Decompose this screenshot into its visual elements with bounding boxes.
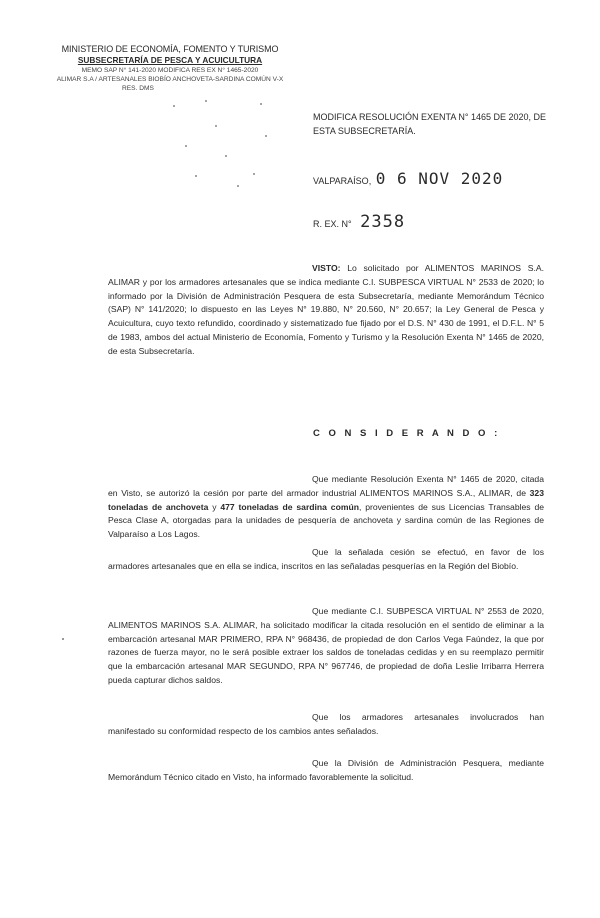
document-subject: MODIFICA RESOLUCIÓN EXENTA N° 1465 DE 2020, DE ESTA SUBSECRETARÍA. xyxy=(313,112,547,136)
c1-bold-sardina: 477 toneladas de sardina común xyxy=(220,501,359,512)
visto-label: VISTO: xyxy=(312,263,341,273)
c5-text: Que la División de Administración Pesquera, mediante Memorándum Técnico citado en Visto, ha informado favorablemente la solicitud. xyxy=(108,758,544,782)
faint-seal-stamp xyxy=(165,95,275,190)
reference-line-3: RES. DMS xyxy=(122,85,154,92)
ministry-name: MINISTERIO DE ECONOMÍA, FOMENTO Y TURISMO xyxy=(61,44,279,54)
considerando-2 xyxy=(108,546,544,574)
date-stamp: 0 6 NOV 2020 xyxy=(375,169,504,188)
rex-number: 2358 xyxy=(360,212,406,232)
place: VALPARAÍSO, xyxy=(313,176,372,186)
letterhead xyxy=(40,44,300,93)
considerando-3 xyxy=(108,605,544,688)
rex-label: R. EX. N° xyxy=(313,219,352,229)
c1-text-c: , provenientes de sus Licencias Transables de Pesca Clase A, otorgadas para la unidades de pesquería de anchoveta y sardina común de las Regiones de Valparaíso a Los Lagos. xyxy=(108,501,544,540)
c1-text-a: Que mediante Resolución Exenta N° 1465 de 2020, citada en Visto, se autorizó la cesión por parte del armador industrial ALIMENTOS MARINOS S.A., ALIMAR, de xyxy=(108,474,544,498)
considerando-5 xyxy=(108,757,544,785)
subsecretaria-name: SUBSECRETARÍA DE PESCA Y ACUICULTURA xyxy=(77,55,263,65)
reference-line-1: MEMO SAP N° 141-2020 MODIFICA RES EX N° 1465-2020 xyxy=(81,67,259,74)
considerando-4 xyxy=(108,711,544,739)
c4-text: Que los armadores artesanales involucrados han manifestado su conformidad respecto de los cambios antes señalados. xyxy=(108,712,544,736)
place-and-date xyxy=(313,169,503,188)
c1-text-b: y xyxy=(208,501,221,512)
margin-mark xyxy=(62,638,64,640)
considerando-1 xyxy=(108,473,544,542)
visto-text: Lo solicitado por ALIMENTOS MARINOS S.A. ALIMAR y por los armadores artesanales que se indica mediante C.I. SUBPESCA VIRTUAL N° 2533 de 2020; lo informado por la División de Administración Pesquera de esta Subsecretaría, mediante Memorándum Técnico (SAP) N° 141/2020; lo dispuesto en las Leyes N° 19.880, N° 20.560, N° 20.657; la Ley General de Pesca y Acuicultura, cuyo texto refundido, coordinado y sistematizado fue fijado por el D.S. N° 430 de 1991, el D.F.L. N° 5 de 1983, ambos del actual Ministerio de Economía, Fomento y Turismo y la Resolución Exenta N° 1465 de 2020, de esta Subsecretaría. xyxy=(108,263,544,356)
c2-text: Que la señalada cesión se efectuó, en favor de los armadores artesanales que en ella se indica, inscritos en las señaladas pesquerías en la Región del Biobío. xyxy=(108,547,544,571)
c3-text: Que mediante C.I. SUBPESCA VIRTUAL N° 2553 de 2020, ALIMENTOS MARINOS S.A. ALIMAR, ha solicitado modificar la citada resolución en el sentido de eliminar a la embarcación artesanal MAR PRIMERO, RPA N° 968436, de propiedad de don Carlos Vega Faúndez, la que por razones de fuerza mayor, no le será posible extraer los saldos de toneladas cedidas y en su reemplazo permitir que la embarcación artesanal MAR SEGUNDO, RPA N° 967746, de propiedad de doña Leslie Irribarra Herrera pueda capturar dichos saldos. xyxy=(108,606,544,685)
reference-line-2: ALIMAR S.A / ARTESANALES BIOBÍO ANCHOVETA-SARDINA COMÚN V-X xyxy=(56,76,284,83)
visto-paragraph xyxy=(108,262,544,359)
c1-bold-anchoveta: 323 toneladas de anchoveta xyxy=(108,487,544,512)
considerando-heading: C O N S I D E R A N D O : xyxy=(313,428,501,439)
resolution-number xyxy=(313,212,405,232)
